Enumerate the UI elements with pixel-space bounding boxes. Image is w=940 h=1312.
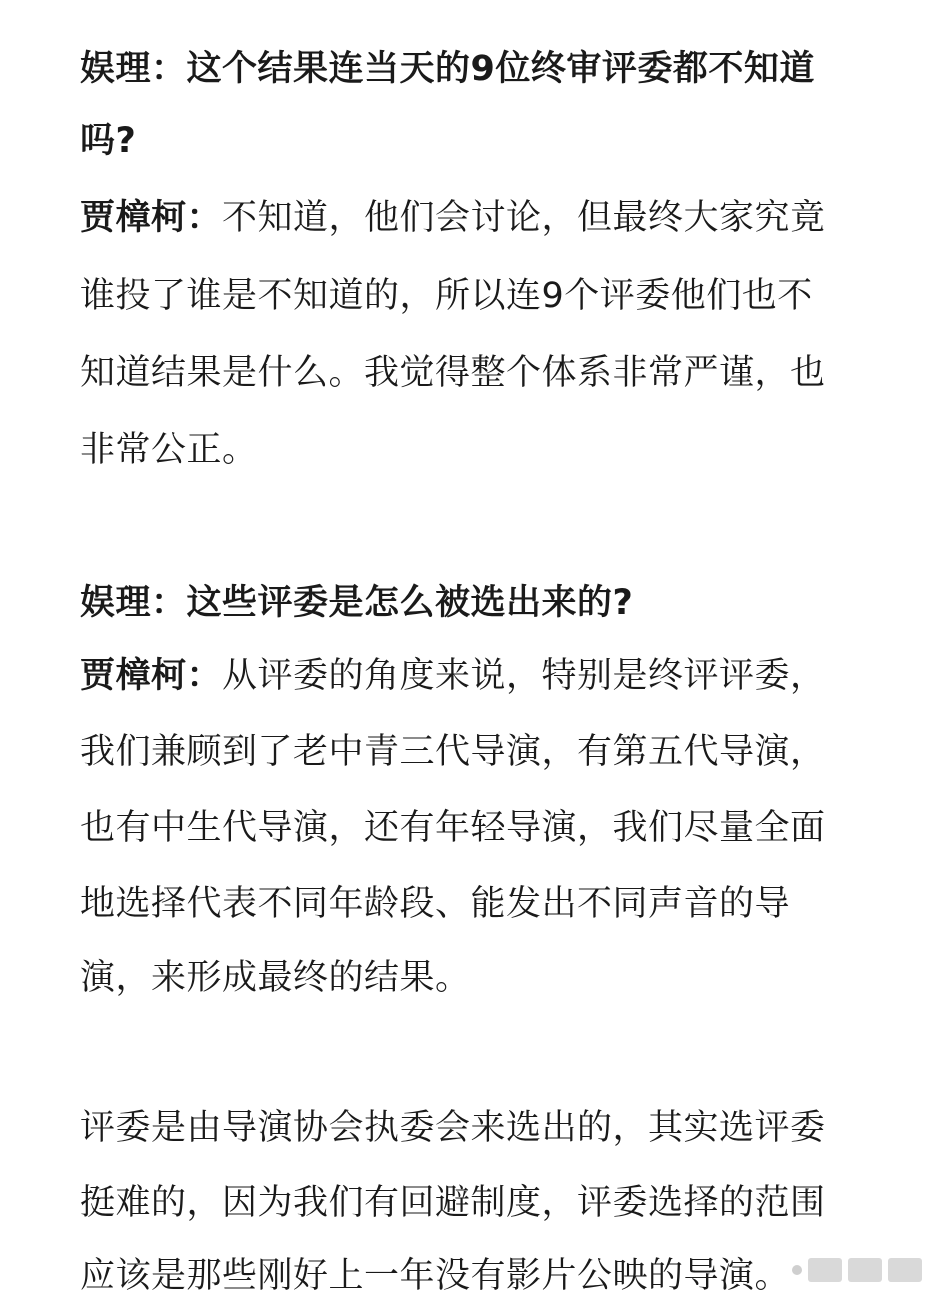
paragraph-line-2: 挺难的，因为我们有回避制度，评委选择的范围 [80, 1183, 826, 1223]
watermark-block [848, 1258, 882, 1282]
answer-2-line-3: 也有中生代导演，还有年轻导演，我们尽量全面 [80, 808, 826, 848]
answer-1-line-1: 贾樟柯：不知道，他们会讨论，但最终大家究竟 [80, 198, 826, 238]
answer-1-line-2: 谁投了谁是不知道的，所以连9个评委他们也不 [80, 276, 813, 316]
answer-2-line-5: 演，来形成最终的结果。 [80, 958, 471, 998]
watermark-block [888, 1258, 922, 1282]
question-1-line-1: 娱理：这个结果连当天的9位终审评委都不知道 [80, 49, 815, 89]
question-2-line-1: 娱理：这些评委是怎么被选出来的? [80, 583, 634, 623]
watermark [792, 1258, 922, 1282]
paragraph-line-1: 评委是由导演协会执委会来选出的，其实选评委 [80, 1108, 826, 1148]
answer-1-line-4: 非常公正。 [80, 430, 258, 470]
watermark-block [808, 1258, 842, 1282]
answer-2-line-2: 我们兼顾到了老中青三代导演，有第五代导演， [80, 732, 826, 772]
paragraph-line-3: 应该是那些刚好上一年没有影片公映的导演。 [80, 1256, 791, 1296]
watermark-dot [792, 1265, 802, 1275]
question-1-line-2: 吗? [80, 121, 137, 161]
answer-2-line-4: 地选择代表不同年龄段、能发出不同声音的导 [80, 884, 791, 924]
answer-1-line-3: 知道结果是什么。我觉得整个体系非常严谨，也 [80, 353, 826, 393]
answer-2-line-1: 贾樟柯：从评委的角度来说，特别是终评评委， [80, 656, 826, 696]
